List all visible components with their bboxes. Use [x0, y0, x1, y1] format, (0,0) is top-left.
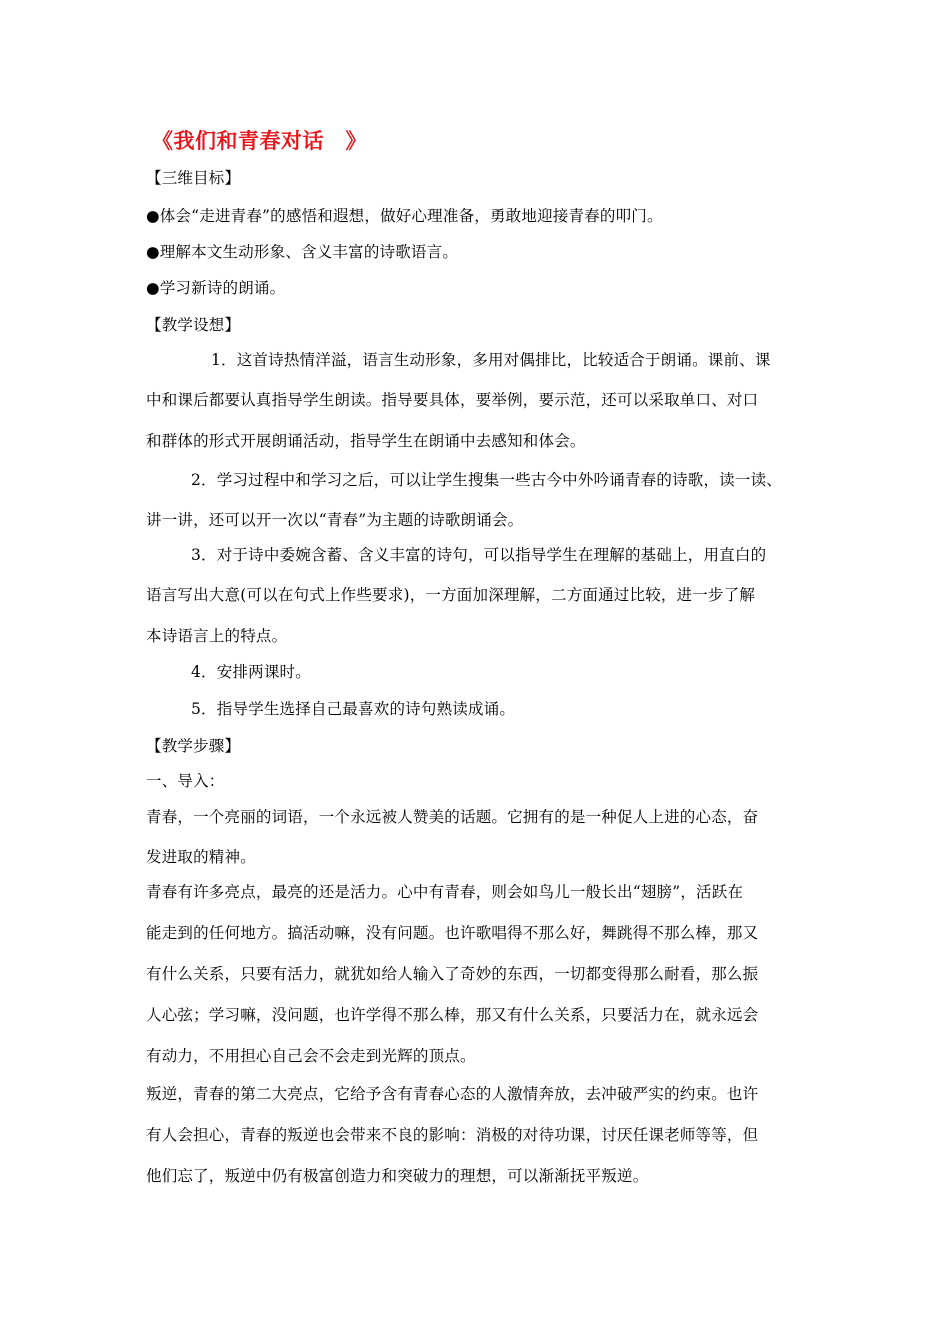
design-line: 本诗语言上的特点。 [146, 627, 288, 645]
document-title: 《我们和青春对话 》 [152, 128, 367, 153]
design-line: 讲一讲，还可以开一次以“青春”为主题的诗歌朗诵会。 [146, 511, 524, 529]
body-line: 叛逆，青春的第二大亮点，它给予含有青春心态的人激情奔放，去冲破严实的约束。也许 [146, 1085, 759, 1103]
goal-item: ●体会“走进青春”的感悟和遐想，做好心理准备，勇敢地迎接青春的叩门。 [146, 207, 663, 225]
body-line: 能走到的任何地方。搞活动嘛，没有问题。也许歌唱得不那么好，舞跳得不那么棒，那又 [146, 924, 759, 942]
design-line: 和群体的形式开展朗诵活动，指导学生在朗诵中去感知和体会。 [146, 432, 586, 450]
body-line: 人心弦；学习嘛，没问题，也许学得不那么棒，那又有什么关系，只要活力在，就永远会 [146, 1006, 759, 1024]
goal-item: ●学习新诗的朗诵。 [146, 279, 286, 297]
design-line: 5．指导学生选择自己最喜欢的诗句熟读成诵。 [191, 700, 516, 718]
design-line: 中和课后都要认真指导学生朗读。指导要具体，要举例，要示范，还可以采取单口、对口 [146, 391, 759, 409]
body-line: 有什么关系，只要有活力，就犹如给人输入了奇妙的东西，一切都变得那么耐看，那么振 [146, 965, 759, 983]
intro-heading: 一、导入： [146, 772, 225, 790]
goals-heading: 【三维目标】 [146, 169, 241, 187]
body-line: 发进取的精神。 [146, 848, 256, 866]
body-line: 青春，一个亮丽的词语，一个永远被人赞美的话题。它拥有的是一种促人上进的心态，奋 [146, 808, 759, 826]
design-line: 语言写出大意(可以在句式上作些要求)，一方面加深理解，二方面通过比较，进一步了解 [146, 586, 756, 604]
design-heading: 【教学设想】 [146, 316, 241, 334]
body-line: 青春有许多亮点，最亮的还是活力。心中有青春，则会如鸟儿一般长出“翅膀”，活跃在 [146, 883, 744, 901]
design-line: 3．对于诗中委婉含蓄、含义丰富的诗句，可以指导学生在理解的基础上，用直白的 [191, 546, 767, 564]
design-line: 2．学习过程中和学习之后，可以让学生搜集一些古今中外吟诵青春的诗歌，读一读、 [191, 471, 782, 489]
design-line: 4．安排两课时。 [191, 663, 311, 681]
body-line: 有人会担心，青春的叛逆也会带来不良的影响：消极的对待功课，讨厌任课老师等等，但 [146, 1126, 759, 1144]
goal-item: ●理解本文生动形象、含义丰富的诗歌语言。 [146, 243, 459, 261]
steps-heading: 【教学步骤】 [146, 737, 241, 755]
body-line: 他们忘了，叛逆中仍有极富创造力和突破力的理想，可以渐渐抚平叛逆。 [146, 1167, 649, 1185]
design-line: 1．这首诗热情洋溢，语言生动形象，多用对偶排比，比较适合于朗诵。课前、课 [211, 351, 771, 369]
body-line: 有动力，不用担心自己会不会走到光辉的顶点。 [146, 1047, 476, 1065]
